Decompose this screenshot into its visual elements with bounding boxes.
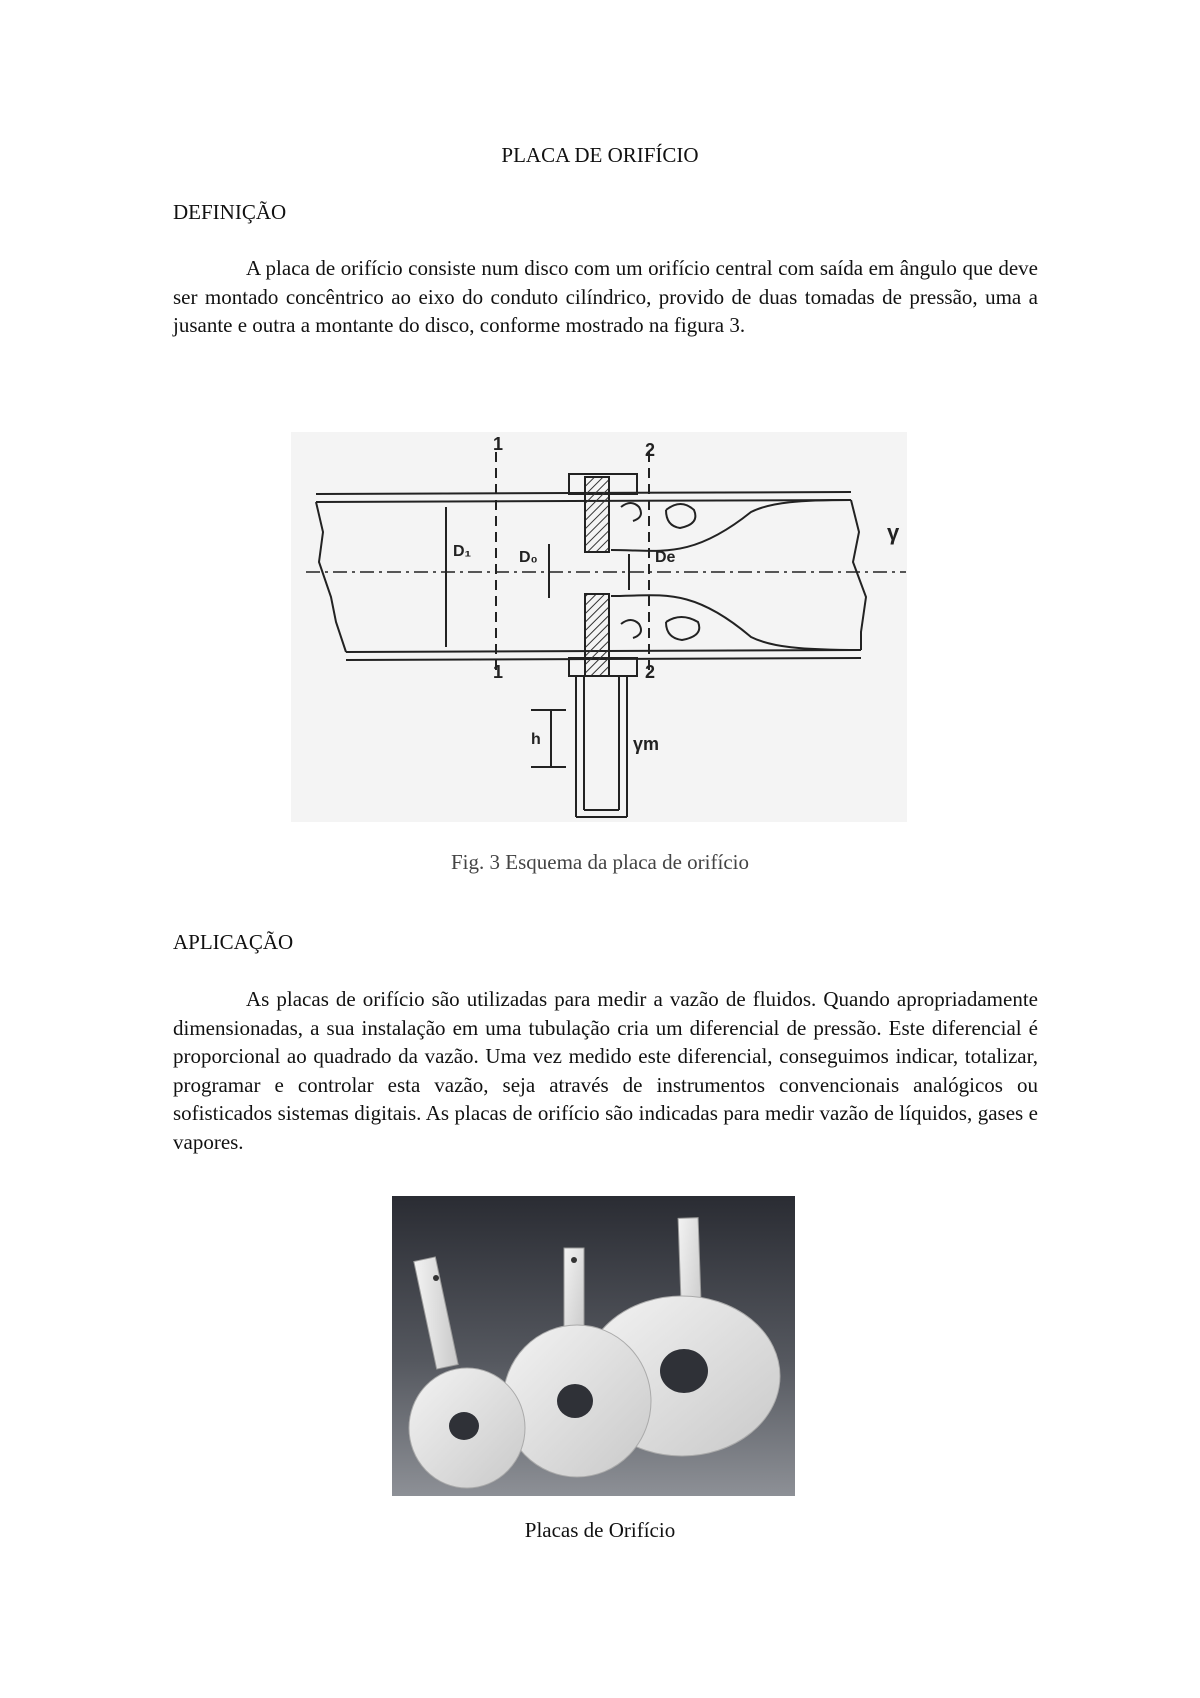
orifice-plate-lower	[585, 594, 609, 676]
orifice-plates-photo-svg	[392, 1196, 795, 1496]
label-h: h	[531, 731, 541, 748]
section-heading-definicao: DEFINIÇÃO	[173, 200, 287, 224]
orifice-diagram-svg	[291, 432, 907, 822]
label-d0: D₀	[519, 549, 538, 566]
definition-text: A placa de orifício consiste num disco com um orifício central com saída em ângulo que deve ser montado concêntrico ao eixo do conduto cilíndrico, provido de duas tomadas de pressão, uma a jusante e outra a montante do disco, conforme mostrado na figura 3.	[173, 256, 1038, 337]
definition-paragraph	[173, 254, 1038, 340]
orifice-plate-upper	[585, 477, 609, 552]
photo-caption: Placas de Orifício	[524, 1518, 676, 1542]
manometer-tube	[576, 676, 627, 817]
label-section-1-top: 1	[493, 434, 504, 454]
application-paragraph	[173, 985, 1038, 1156]
label-d1: D₁	[453, 543, 472, 560]
orifice-plates-photo	[392, 1196, 795, 1496]
label-de: De	[655, 549, 676, 566]
page-title: PLACA DE ORIFÍCIO	[501, 143, 699, 167]
section-heading-aplicacao: APLICAÇÃO	[173, 930, 294, 954]
label-gamma: γ	[887, 520, 900, 545]
application-text: As placas de orifício são utilizadas para medir a vazão de fluidos. Quando apropriadamente dimensionadas, a sua instalação em uma tubulação cria um diferencial de pressão. Este diferencial é proporcional ao quadrado da vazão. Uma vez medido este diferencial, conseguimos indicar, totalizar, programar e controlar esta vazão, seja através de instrumentos convencionais analógicos ou sofisticados sistemas digitais. As placas de orifício são indicadas para medir vazão de líquidos, gases e vapores.	[173, 987, 1038, 1154]
label-section-1-bottom: 1	[493, 662, 504, 682]
label-section-2-top: 2	[645, 440, 656, 460]
figure-3-caption: Fig. 3 Esquema da placa de orifício	[451, 850, 749, 874]
label-gamma-m: γm	[633, 734, 660, 754]
orifice-plate-diagram	[291, 432, 907, 822]
label-section-2-bottom: 2	[645, 662, 656, 682]
